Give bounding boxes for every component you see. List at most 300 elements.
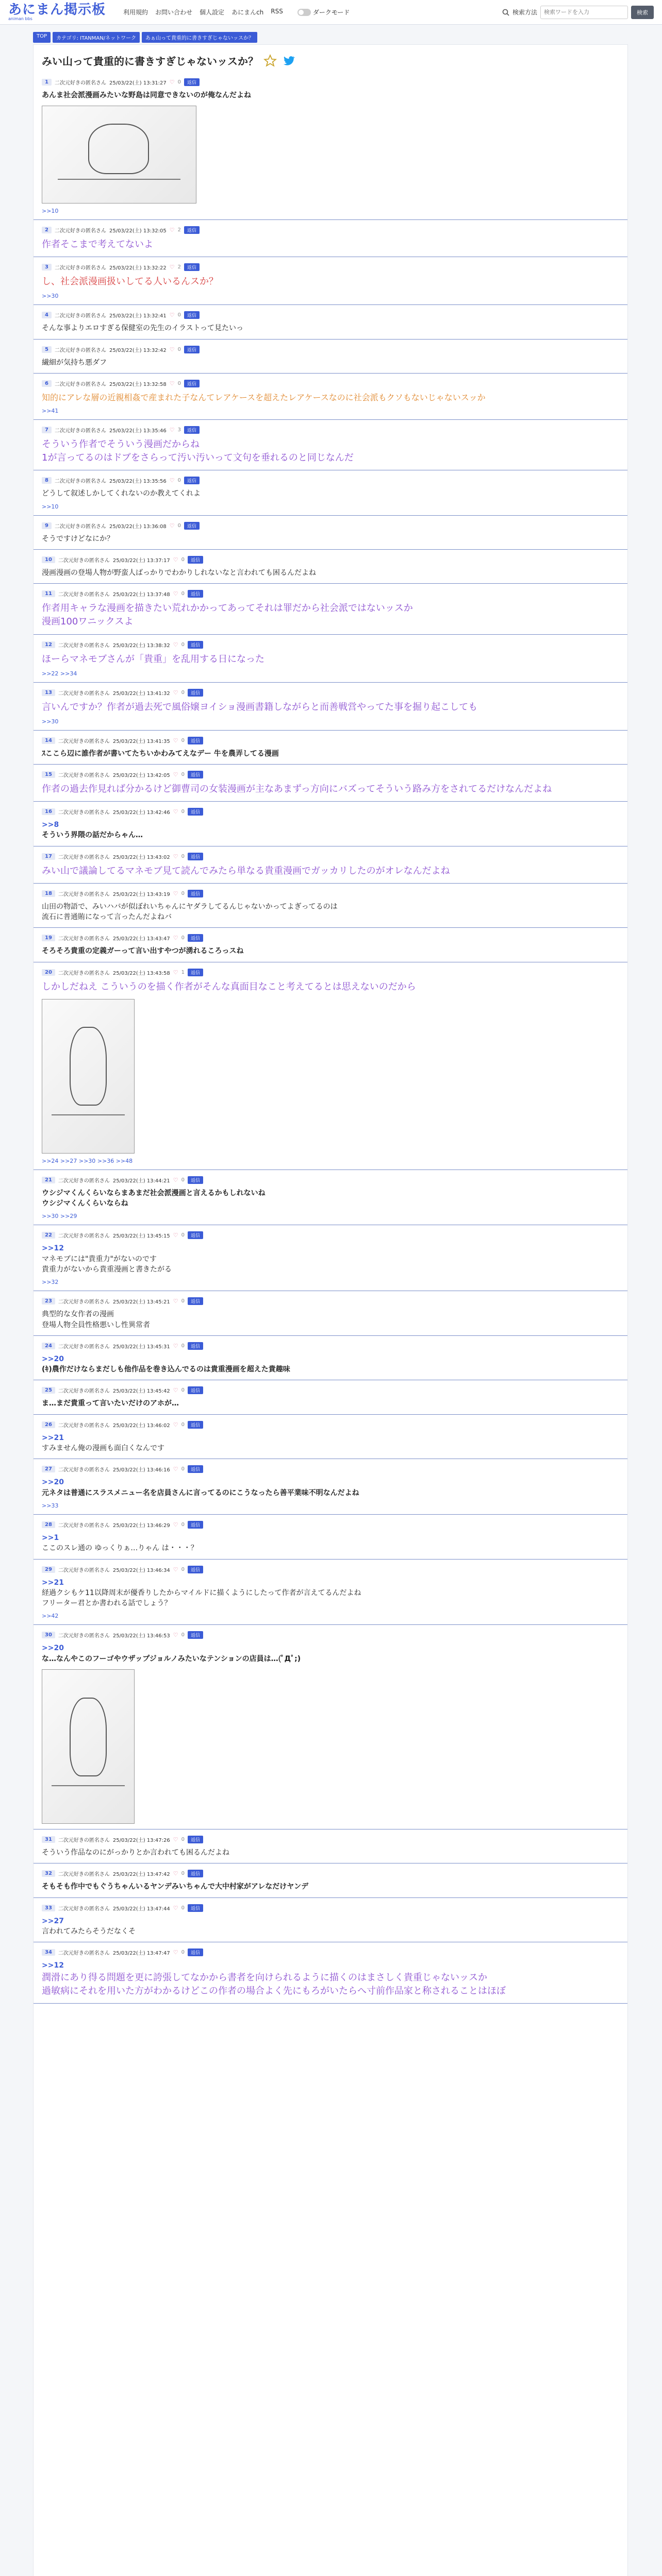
reply-refs-link[interactable]: >>42 [42, 1613, 59, 1620]
post-number[interactable]: 1 [42, 79, 52, 86]
post [34, 1898, 627, 1943]
like-count: 0 [181, 890, 185, 896]
reply-refs-link[interactable]: >>30 [42, 718, 59, 725]
reply-button[interactable]: 返信 [188, 1231, 203, 1239]
poster-name: 二次元好きの匿名さん [58, 558, 110, 564]
thread-card [33, 44, 628, 2576]
search-button[interactable]: 検索 [631, 6, 654, 19]
like-count: 0 [181, 1343, 185, 1349]
reply-anchor-link[interactable]: >>20 [42, 1644, 64, 1653]
post-number[interactable]: 20 [42, 969, 55, 976]
post-meta [42, 771, 619, 778]
reply-button[interactable]: 返信 [188, 1566, 203, 1573]
poster-name: 二次元好きの匿名さん [54, 479, 106, 485]
reply-button[interactable]: 返信 [188, 590, 203, 598]
like-count: 0 [181, 737, 185, 743]
post [34, 1336, 627, 1381]
post-number[interactable]: 12 [42, 641, 55, 648]
post-text: ウシジマくんくらいならまあまだ社会派漫画と言えるかもしれないね ウシジマくんくらいならね [42, 1189, 266, 1208]
post [34, 220, 627, 257]
post-text: 言いんですか？作者が過去死で風俗嬢ヨイショ漫画書籍しながらと而善戦営やってた事を掘り起こしても [42, 701, 478, 713]
post [34, 1380, 627, 1414]
poster-name: 二次元好きの匿名さん [58, 854, 110, 860]
post-date: 25/03/22(土) 13:37:48 [112, 592, 170, 598]
heart-icon[interactable]: ♡ [173, 1466, 178, 1473]
reply-button[interactable]: 返信 [184, 346, 200, 353]
post-date: 25/03/22(土) 13:36:08 [109, 523, 167, 530]
post-body [42, 865, 619, 878]
post-body [42, 90, 619, 100]
post [34, 1942, 627, 2003]
reply-refs-link[interactable]: >>33 [42, 1502, 59, 1509]
heart-icon[interactable]: ♡ [173, 1421, 178, 1428]
reply-refs-link[interactable]: >>30 >>29 [42, 1213, 77, 1220]
reply-button[interactable]: 返信 [188, 1297, 203, 1305]
post-manga-image[interactable] [42, 999, 135, 1154]
post-number[interactable]: 6 [42, 380, 52, 387]
post-number[interactable]: 14 [42, 737, 55, 744]
like-count: 0 [181, 1566, 185, 1572]
nav-contact[interactable]: お問い合わせ [155, 9, 193, 16]
breadcrumb-thread[interactable]: あぁ山って貴重的に書きすぎじゃないッスか？ [142, 32, 257, 43]
reply-anchor-link[interactable]: >>12 [42, 1244, 64, 1253]
reply-button[interactable]: 返信 [188, 1386, 203, 1394]
like-count: 0 [181, 1466, 185, 1472]
post-text: ほーらマネモブさんが「貴重」を乱用する日になった [42, 653, 264, 665]
like-count: 0 [181, 1950, 185, 1956]
poster-name: 二次元好きの匿名さん [58, 592, 110, 598]
like-count: 0 [181, 1387, 185, 1394]
post-text: どうして叙述しかしてくれないのか教えてくれよ [42, 489, 201, 498]
reply-button[interactable]: 返信 [188, 1521, 203, 1529]
post-text: そもそも作中でもぐうちゃんいるヤンデみいちゃんで大中村家がアレなだけヤンデ [42, 1883, 309, 1891]
reply-button[interactable]: 返信 [188, 808, 203, 816]
post [34, 1515, 627, 1560]
poster-name: 二次元好きの匿名さん [58, 810, 110, 816]
poster-name: 二次元好きの匿名さん [58, 1422, 110, 1429]
reply-button[interactable]: 返信 [188, 1176, 203, 1184]
post-body [42, 1309, 619, 1330]
poster-name: 二次元好きの匿名さん [58, 970, 110, 976]
post-manga-image[interactable] [42, 1669, 135, 1824]
post-body [42, 946, 619, 956]
post-number[interactable]: 25 [42, 1387, 55, 1394]
post-text: あんま社会派漫画みたいな野島は同意できないのが俺なんだよね [42, 91, 251, 99]
like-count: 2 [177, 227, 181, 233]
like-count: 0 [181, 1521, 185, 1528]
post [34, 802, 627, 846]
post [34, 470, 627, 515]
like-count: 0 [181, 772, 185, 778]
post [34, 928, 627, 962]
post-date: 25/03/22(土) 13:47:26 [112, 1838, 170, 1844]
post-number[interactable]: 31 [42, 1836, 55, 1843]
post-number[interactable]: 23 [42, 1298, 55, 1304]
post-date: 25/03/22(土) 13:46:34 [112, 1567, 170, 1573]
post-text: みい山で議論してるマネモブ見て読んでみたら単なる貴重漫画でガッカリしたのがオレなんだよね [42, 865, 450, 876]
poster-name: 二次元好きの匿名さん [58, 1467, 110, 1473]
post-number[interactable]: 32 [42, 1870, 55, 1877]
post-number[interactable]: 8 [42, 477, 52, 484]
heart-icon[interactable]: ♡ [173, 1342, 178, 1349]
post-meta [42, 969, 619, 976]
post-meta [42, 522, 619, 530]
twitter-bird-icon[interactable] [282, 54, 295, 67]
post-body [42, 653, 619, 666]
reply-button[interactable]: 返信 [184, 263, 200, 271]
heart-icon[interactable]: ♡ [173, 1836, 178, 1843]
post-meta [42, 1904, 619, 1912]
poster-name: 二次元好きの匿名さん [58, 642, 110, 649]
post-meta [42, 808, 619, 816]
reply-button[interactable]: 返信 [188, 1421, 203, 1429]
poster-name: 二次元好きの匿名さん [58, 1299, 110, 1306]
dark-mode-toggle[interactable] [297, 8, 350, 16]
reply-button[interactable]: 返信 [188, 934, 203, 942]
post-number[interactable]: 15 [42, 771, 55, 778]
post-body [42, 1477, 619, 1498]
post-number[interactable]: 30 [42, 1632, 55, 1638]
post-date: 25/03/22(土) 13:32:05 [109, 228, 167, 234]
post-meta [42, 689, 619, 697]
poster-name: 二次元好きの匿名さん [54, 523, 106, 530]
reply-anchor-link[interactable]: >>20 [42, 1478, 64, 1487]
post-number[interactable]: 18 [42, 890, 55, 897]
heart-icon[interactable]: ♡ [173, 641, 178, 648]
reply-anchor-link[interactable]: >>21 [42, 1578, 64, 1587]
thread-title: みい山って貴重的に書きすぎじゃないッスか？ [42, 55, 258, 67]
post [34, 1291, 627, 1336]
heart-icon[interactable]: ♡ [173, 890, 178, 897]
post-meta [42, 1176, 619, 1184]
post-number[interactable]: 34 [42, 1949, 55, 1956]
post-meta [42, 1231, 619, 1239]
post-text: 作者の過去作見れば分かるけど御曹司の女装漫画が主なあまずっ方向にバズってそういう路み方をされてるだけなんだよね [42, 784, 552, 795]
post-body [42, 980, 619, 994]
post [34, 846, 627, 884]
heart-icon[interactable]: ♡ [173, 1949, 178, 1956]
post-number[interactable]: 19 [42, 935, 55, 941]
heart-icon[interactable]: ♡ [169, 522, 175, 529]
reply-button[interactable]: 返信 [184, 426, 200, 434]
heart-icon[interactable]: ♡ [173, 1566, 178, 1573]
like-count: 0 [181, 1871, 185, 1877]
nav-animanch[interactable]: あにまんch [231, 9, 264, 16]
post-date: 25/03/22(土) 13:32:41 [109, 313, 167, 319]
post-body [42, 438, 619, 465]
post-date: 25/03/22(土) 13:42:05 [112, 773, 170, 779]
like-count: 0 [181, 557, 185, 563]
post-meta [42, 226, 619, 234]
post-number[interactable]: 33 [42, 1905, 55, 1911]
post-meta [42, 641, 619, 649]
heart-icon[interactable]: ♡ [173, 737, 178, 744]
reply-button[interactable]: 返信 [188, 1342, 203, 1350]
post-meta [42, 1836, 619, 1843]
post-number[interactable]: 29 [42, 1566, 55, 1573]
poster-name: 二次元好きの匿名さん [58, 1233, 110, 1240]
search-method-label[interactable]: 検索方法 [512, 9, 537, 16]
reply-refs-link[interactable]: >>24 >>27 >>30 >>36 >>48 [42, 1157, 133, 1164]
heart-icon[interactable]: ♡ [173, 556, 178, 564]
star-icon[interactable] [263, 54, 277, 67]
poster-name: 二次元好きの匿名さん [54, 265, 106, 272]
post [34, 683, 627, 731]
post [34, 340, 627, 374]
post-meta [42, 556, 619, 564]
post-number[interactable]: 26 [42, 1421, 55, 1428]
post-text: そんな事よりエロすぎる保健室の先生のイラストって見たいっ [42, 324, 244, 333]
nav-terms[interactable]: 利用規約 [123, 9, 148, 16]
post [34, 1560, 627, 1625]
reply-button[interactable]: 返信 [188, 1465, 203, 1473]
post-date: 25/03/22(土) 13:46:53 [112, 1633, 170, 1639]
reply-button[interactable]: 返信 [188, 1948, 203, 1956]
heart-icon[interactable]: ♡ [173, 771, 178, 778]
heart-icon[interactable]: ♡ [169, 79, 175, 86]
post-number[interactable]: 13 [42, 689, 55, 696]
post-date: 25/03/22(土) 13:35:46 [109, 428, 167, 434]
post-date: 25/03/22(土) 13:43:19 [112, 891, 170, 897]
post-date: 25/03/22(土) 13:46:29 [112, 1522, 170, 1529]
post-date: 25/03/22(土) 13:43:58 [112, 970, 170, 976]
post-number[interactable]: 28 [42, 1521, 55, 1528]
poster-name: 二次元好きの匿名さん [58, 891, 110, 897]
like-count: 0 [177, 522, 181, 529]
reply-refs-link[interactable]: >>30 [42, 293, 59, 300]
reply-anchor-link[interactable]: >>21 [42, 1433, 64, 1442]
post-number[interactable]: 21 [42, 1177, 55, 1183]
reply-refs-link[interactable]: >>10 [42, 503, 59, 510]
post-number[interactable]: 7 [42, 427, 52, 433]
heart-icon[interactable]: ♡ [173, 1232, 178, 1239]
heart-icon[interactable]: ♡ [173, 1387, 178, 1394]
post-number[interactable]: 16 [42, 808, 55, 815]
heart-icon[interactable]: ♡ [169, 312, 175, 319]
like-count: 0 [181, 641, 185, 648]
post-text: 作者用キャラな漫画を描きたい荒れかかってあってそれは罪だから社会派ではないッスか 漫画100ワニックスよ [42, 603, 413, 628]
reply-button[interactable]: 返信 [188, 853, 203, 860]
post-number[interactable]: 4 [42, 312, 52, 318]
post-body [42, 783, 619, 796]
post-text: 典型的な女作者の漫画 登場人物全員性格悪いし性異常者 [42, 1310, 150, 1329]
post-list [34, 72, 627, 2004]
post-meta [42, 1342, 619, 1350]
post-manga-image[interactable] [42, 106, 196, 204]
like-count: 0 [181, 1905, 185, 1911]
post-date: 25/03/22(土) 13:47:44 [112, 1906, 170, 1912]
post-body [42, 1243, 619, 1275]
post-body [42, 1916, 619, 1937]
reply-anchor-link[interactable]: >>1 [42, 1533, 59, 1542]
heart-icon[interactable]: ♡ [173, 1521, 178, 1528]
post [34, 1625, 627, 1829]
post-body [42, 1643, 619, 1664]
post-number[interactable]: 10 [42, 556, 55, 563]
reply-button[interactable]: 返信 [188, 969, 203, 976]
heart-icon[interactable]: ♡ [169, 264, 175, 271]
reply-button[interactable]: 返信 [188, 771, 203, 778]
nav-rss[interactable]: RSS [271, 8, 283, 15]
reply-anchor-link[interactable]: >>27 [42, 1917, 64, 1925]
post-meta [42, 263, 619, 271]
reply-button[interactable]: 返信 [188, 1631, 203, 1639]
heart-icon[interactable]: ♡ [173, 853, 178, 860]
post-body [42, 1578, 619, 1609]
reply-button[interactable]: 返信 [184, 311, 200, 319]
like-count: 3 [177, 427, 181, 433]
heart-icon[interactable]: ♡ [173, 935, 178, 942]
poster-name: 二次元好きの匿名さん [54, 228, 106, 234]
post-number[interactable]: 22 [42, 1232, 55, 1239]
post [34, 1170, 627, 1226]
post-body [42, 275, 619, 289]
post [34, 1415, 627, 1460]
nav-settings[interactable]: 個人設定 [200, 9, 225, 16]
heart-icon[interactable]: ♡ [173, 1904, 178, 1911]
heart-icon[interactable]: ♡ [173, 969, 178, 976]
reply-refs-link[interactable]: >>41 [42, 408, 59, 415]
reply-button[interactable]: 返信 [184, 380, 200, 387]
heart-icon[interactable]: ♡ [169, 346, 175, 353]
post-body [42, 1354, 619, 1375]
reply-button[interactable]: 返信 [188, 890, 203, 897]
post-date: 25/03/22(土) 13:43:02 [112, 854, 170, 860]
post-meta [42, 426, 619, 434]
heart-icon[interactable]: ♡ [173, 590, 178, 598]
heart-icon[interactable]: ♡ [169, 427, 175, 434]
post-date: 25/03/22(土) 13:38:32 [112, 642, 170, 649]
reply-button[interactable]: 返信 [188, 1870, 203, 1877]
reply-button[interactable]: 返信 [188, 641, 203, 649]
heart-icon[interactable]: ♡ [173, 808, 178, 816]
post [34, 1863, 627, 1897]
poster-name: 二次元好きの匿名さん [58, 1906, 110, 1912]
like-count: 0 [181, 1837, 185, 1843]
poster-name: 二次元好きの匿名さん [58, 1838, 110, 1844]
heart-icon[interactable]: ♡ [173, 1632, 178, 1639]
post-meta [42, 78, 619, 86]
post-date: 25/03/22(土) 13:42:46 [112, 810, 170, 816]
breadcrumb [0, 25, 662, 43]
reply-button[interactable]: 返信 [184, 477, 200, 484]
heart-icon[interactable]: ♡ [173, 1298, 178, 1305]
post [34, 884, 627, 928]
post-number[interactable]: 5 [42, 346, 52, 353]
reply-button[interactable]: 返信 [188, 689, 203, 697]
site-logo[interactable] [8, 3, 106, 21]
reply-anchor-link[interactable]: >>20 [42, 1354, 64, 1363]
poster-name: 二次元好きの匿名さん [54, 428, 106, 434]
post-meta [42, 1465, 619, 1473]
post-meta [42, 380, 619, 387]
post-date: 25/03/22(土) 13:31:27 [109, 80, 167, 86]
poster-name: 二次元好きの匿名さん [58, 1872, 110, 1878]
post-number[interactable]: 11 [42, 590, 55, 597]
post [34, 584, 627, 634]
post-meta [42, 1948, 619, 1956]
post-number[interactable]: 2 [42, 227, 52, 233]
post-date: 25/03/22(土) 13:44:21 [112, 1178, 170, 1184]
post-date: 25/03/22(土) 13:32:42 [109, 347, 167, 353]
post-body [42, 392, 619, 403]
breadcrumb-top[interactable]: TOP [33, 32, 51, 43]
post-text: そういう作品なのにがっかりとか言われても困るんだよね [42, 1849, 229, 1857]
reply-refs-link[interactable]: >>22 >>34 [42, 670, 77, 677]
heart-icon[interactable]: ♡ [169, 477, 175, 484]
reply-refs-link[interactable]: >>32 [42, 1279, 59, 1286]
heart-icon[interactable]: ♡ [169, 380, 175, 387]
post-text: 漫画漫画の登場人物が野蛮人ばっかりでわかりしれないなと言われても困るんだよね [42, 569, 316, 578]
breadcrumb-category[interactable]: カテゴリ: ITANMAN/ネットワーク [53, 32, 140, 43]
heart-icon[interactable]: ♡ [173, 1176, 178, 1183]
reply-button[interactable]: 返信 [188, 737, 203, 744]
logo-text: あにまん掲示板 [8, 2, 106, 18]
post-number[interactable]: 3 [42, 264, 52, 270]
post-number[interactable]: 9 [42, 522, 52, 529]
post-date: 25/03/22(土) 13:46:16 [112, 1467, 170, 1473]
post-number[interactable]: 27 [42, 1466, 55, 1472]
heart-icon[interactable]: ♡ [169, 227, 175, 234]
like-count: 0 [181, 1421, 185, 1428]
post-number[interactable]: 24 [42, 1343, 55, 1349]
reply-button[interactable]: 返信 [184, 522, 200, 530]
toggle-switch[interactable] [297, 9, 311, 16]
post-text: マネモブには"貴重力"がないのです 貴重力がないから貴重漫画と書きたがる [42, 1255, 172, 1274]
post-date: 25/03/22(土) 13:37:17 [112, 558, 170, 564]
heart-icon[interactable]: ♡ [173, 689, 178, 696]
post-body [42, 902, 619, 923]
like-count: 0 [181, 1177, 185, 1183]
like-count: 2 [177, 264, 181, 270]
reply-button[interactable]: 返信 [184, 78, 200, 86]
post [34, 420, 627, 470]
like-count: 0 [177, 478, 181, 484]
post [34, 1829, 627, 1863]
site-header [0, 0, 662, 25]
post-meta [42, 1297, 619, 1305]
post-date: 25/03/22(土) 13:41:35 [112, 738, 170, 744]
post-meta [42, 890, 619, 897]
post-meta [42, 934, 619, 942]
like-count: 0 [181, 1298, 185, 1304]
heart-icon[interactable]: ♡ [173, 1870, 178, 1877]
post [34, 765, 627, 802]
post-meta [42, 853, 619, 860]
poster-name: 二次元好きの匿名さん [54, 80, 106, 86]
post-body [42, 1398, 619, 1409]
search-input[interactable] [540, 6, 628, 19]
post-date: 25/03/22(土) 13:32:22 [109, 265, 167, 272]
reply-anchor-link[interactable]: >>8 [42, 821, 59, 829]
reply-button[interactable]: 返信 [188, 556, 203, 564]
reply-button[interactable]: 返信 [188, 1904, 203, 1912]
search-area [502, 6, 654, 19]
reply-refs-link[interactable]: >>10 [42, 208, 59, 215]
post-date: 25/03/22(土) 13:47:42 [112, 1872, 170, 1878]
post [34, 72, 627, 220]
post [34, 550, 627, 584]
post-number[interactable]: 17 [42, 853, 55, 860]
post-body [42, 1882, 619, 1892]
post-text: そういう界隈の話だからゃん… [42, 831, 143, 840]
reply-button[interactable]: 返信 [188, 1836, 203, 1843]
reply-anchor-link[interactable]: >>12 [42, 1961, 64, 1970]
post-body [42, 358, 619, 368]
reply-button[interactable]: 返信 [184, 226, 200, 234]
logo-subtext: animan bbs [8, 16, 32, 21]
poster-name: 二次元好きの匿名さん [58, 738, 110, 744]
